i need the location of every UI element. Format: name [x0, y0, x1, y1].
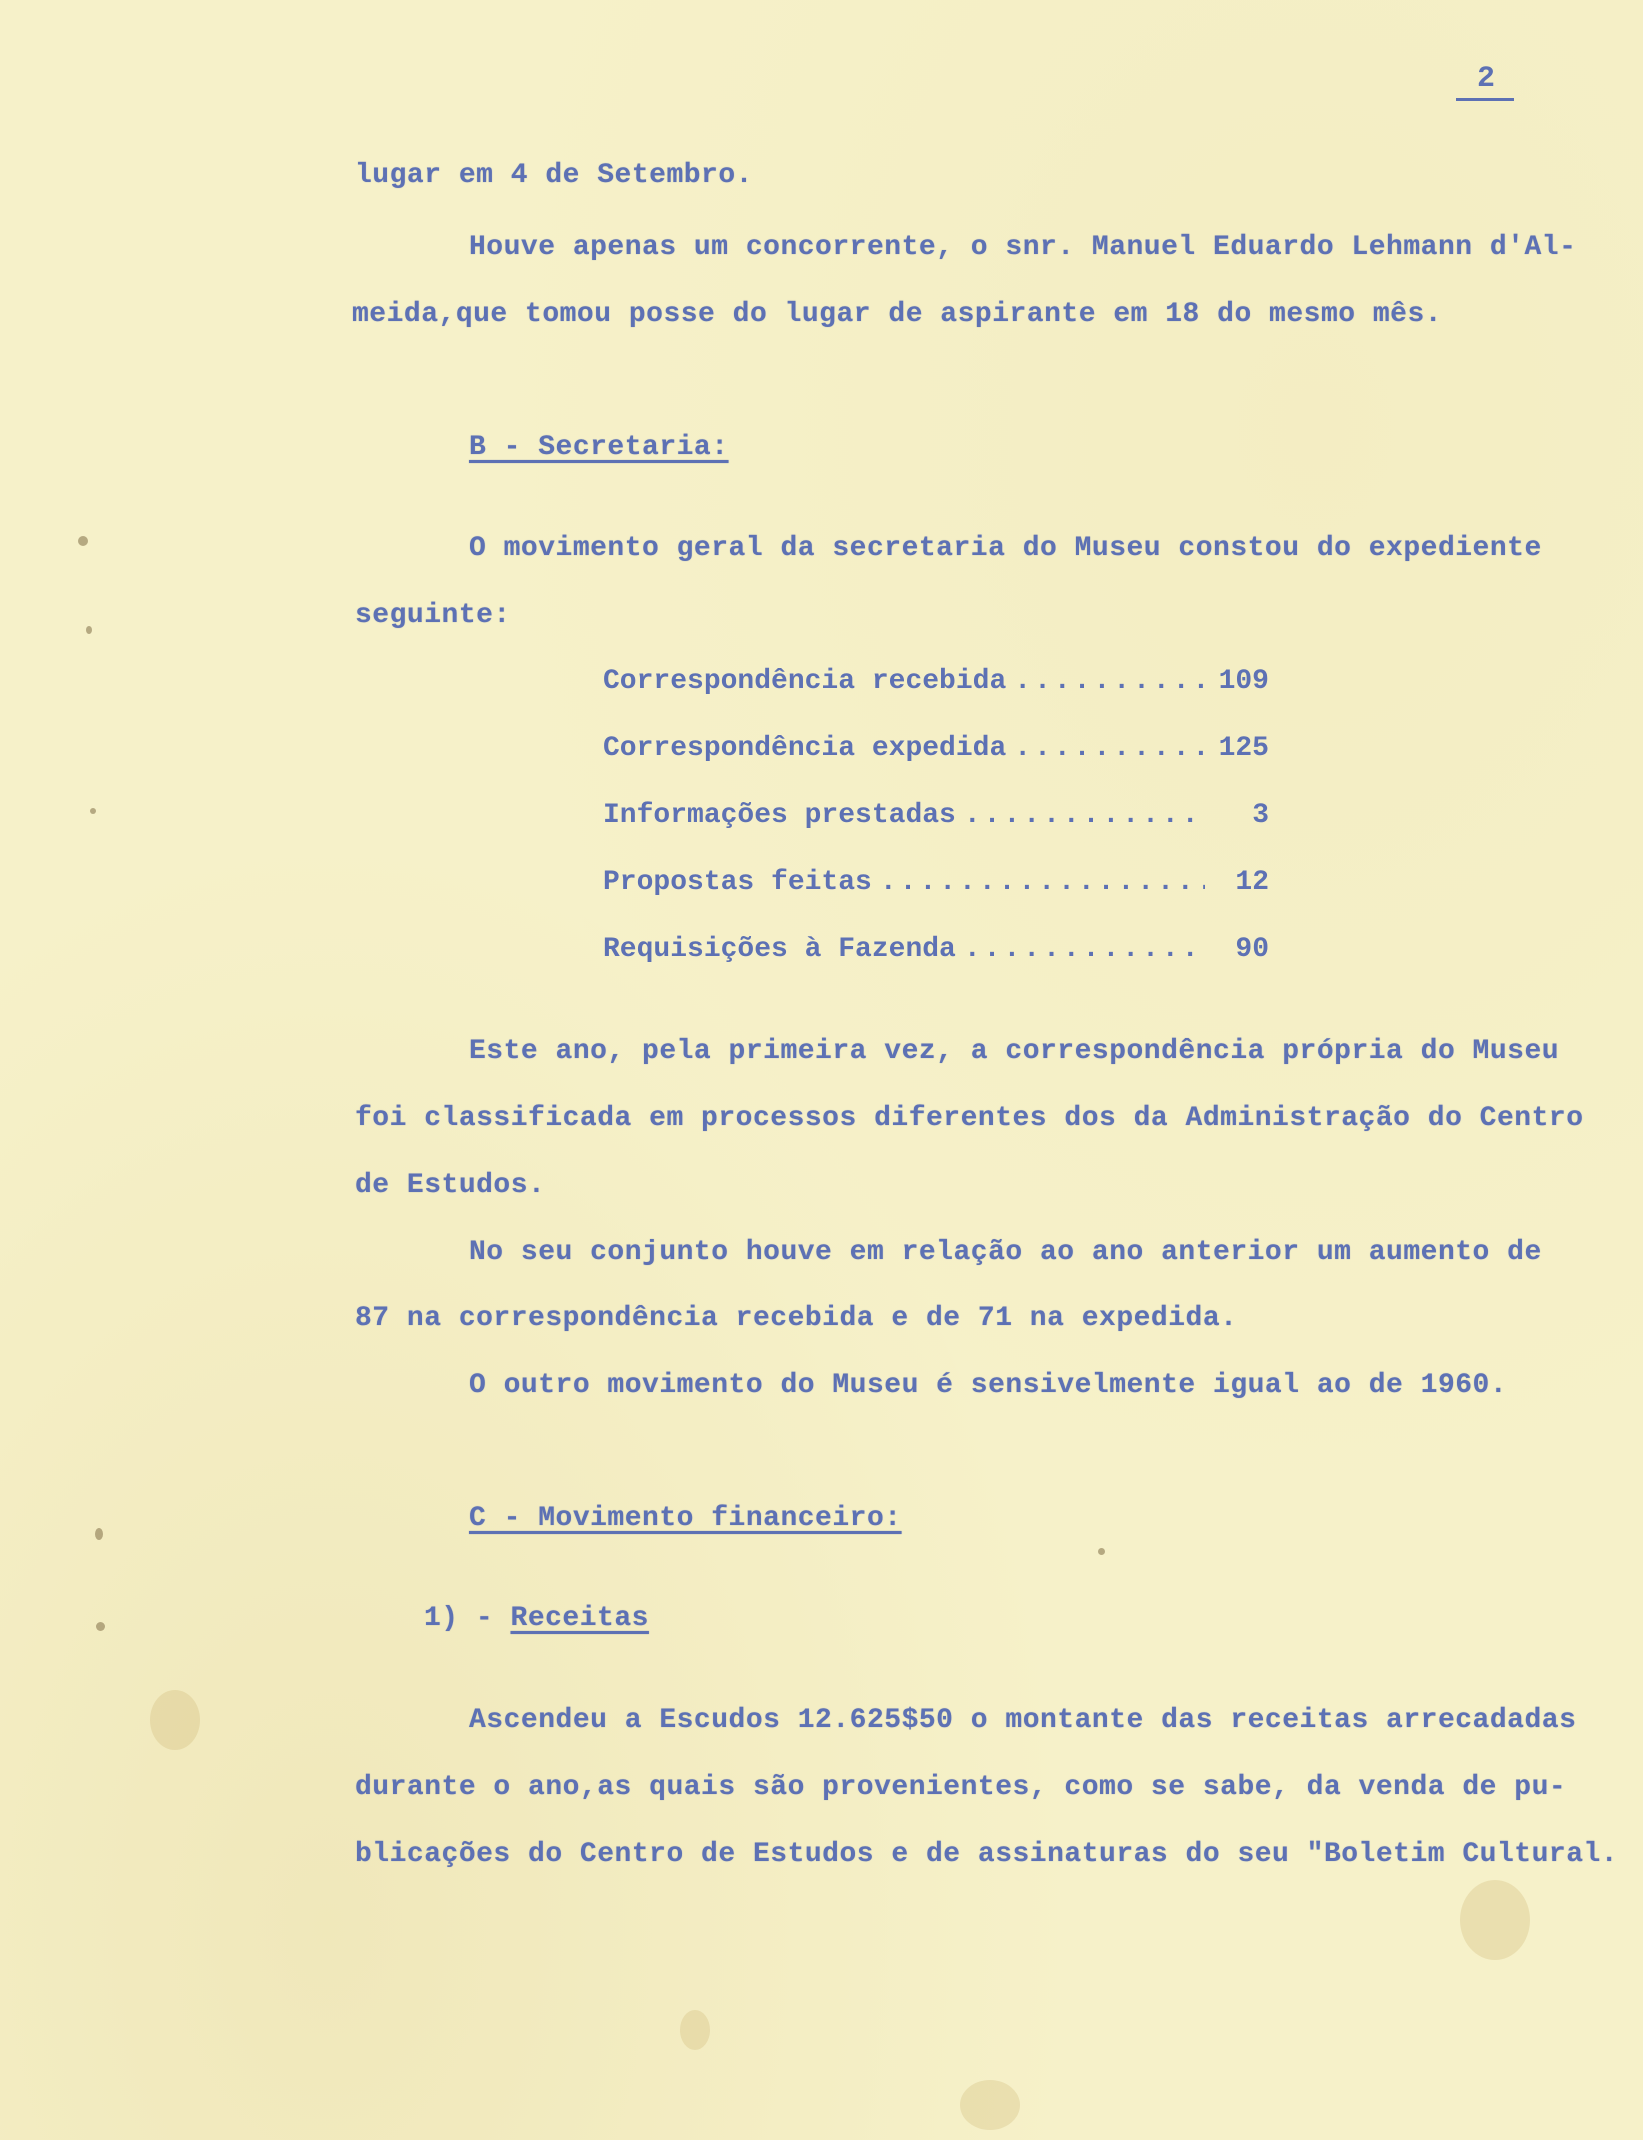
paragraph-7-line-1: Ascendeu a Escudos 12.625$50 o montante das receitas arrecadadas [469, 1705, 1577, 1736]
paper-speck [95, 1528, 103, 1540]
paper-speck [86, 626, 92, 634]
paragraph-4-line-3: de Estudos. [355, 1170, 546, 1201]
paragraph-4-line-1: Este ano, pela primeira vez, a correspondência própria do Museu [469, 1036, 1560, 1067]
expediente-label: Informações prestadas [603, 800, 956, 831]
subheading-label: Receitas [510, 1603, 649, 1634]
heading-secretaria: B - Secretaria: [469, 432, 729, 463]
paragraph-5-line-2: 87 na correspondência recebida e de 71 na expedida. [355, 1303, 1238, 1334]
paper-speck [90, 808, 96, 814]
expediente-value: 90 [1235, 934, 1269, 965]
paper-stain [1460, 1880, 1530, 1960]
subheading-receitas [424, 1603, 649, 1634]
expediente-row [603, 934, 1269, 965]
expediente-row [603, 733, 1269, 764]
paragraph-5-line-1: No seu conjunto houve em relação ao ano anterior um aumento de [469, 1237, 1542, 1268]
leader-dots [1014, 733, 1205, 764]
expediente-row [603, 800, 1269, 831]
expediente-value: 109 [1218, 666, 1269, 697]
paragraph-6-line-1: O outro movimento do Museu é sensivelmente igual ao de 1960. [469, 1370, 1508, 1401]
expediente-value: 12 [1235, 867, 1269, 898]
paper-speck [1098, 1548, 1105, 1555]
expediente-value: 125 [1218, 733, 1269, 764]
paragraph-2-line-1: Houve apenas um concorrente, o snr. Manuel Eduardo Lehmann d'Al- [469, 232, 1577, 263]
paragraph-3-line-1: O movimento geral da secretaria do Museu constou do expediente [469, 533, 1542, 564]
paper-speck [96, 1622, 105, 1631]
leader-dots [880, 867, 1205, 898]
paragraph-4-line-2: foi classificada em processos diferentes dos da Administração do Centro [355, 1103, 1584, 1134]
paragraph-7-line-2: durante o ano,as quais são provenientes, como se sabe, da venda de pu- [355, 1772, 1567, 1803]
paragraph-1-line-1: lugar em 4 de Setembro. [355, 160, 753, 191]
expediente-row [603, 867, 1269, 898]
paper-stain [150, 1690, 200, 1750]
expediente-label: Correspondência expedida [603, 733, 1007, 764]
page-number-underline [1456, 98, 1514, 101]
paragraph-7-line-3: blicações do Centro de Estudos e de assinaturas do seu "Boletim Cultural. [355, 1839, 1619, 1870]
subheading-number: 1) - [424, 1603, 511, 1634]
expediente-row [603, 666, 1269, 697]
expediente-label: Requisições à Fazenda [603, 934, 956, 965]
expediente-label: Propostas feitas [603, 867, 872, 898]
heading-movimento-financeiro: C - Movimento financeiro: [469, 1503, 902, 1534]
paper-stain [680, 2010, 710, 2050]
expediente-value: 3 [1252, 800, 1269, 831]
paragraph-3-line-2: seguinte: [355, 600, 511, 631]
expediente-label: Correspondência recebida [603, 666, 1007, 697]
paper-speck [78, 536, 88, 546]
paragraph-2-line-2: meida,que tomou posse do lugar de aspirante em 18 do mesmo mês. [352, 299, 1443, 330]
leader-dots [964, 934, 1205, 965]
leader-dots [964, 800, 1205, 831]
paper-stain [960, 2080, 1020, 2130]
leader-dots [1014, 666, 1205, 697]
page-number: 2 [1476, 62, 1495, 96]
